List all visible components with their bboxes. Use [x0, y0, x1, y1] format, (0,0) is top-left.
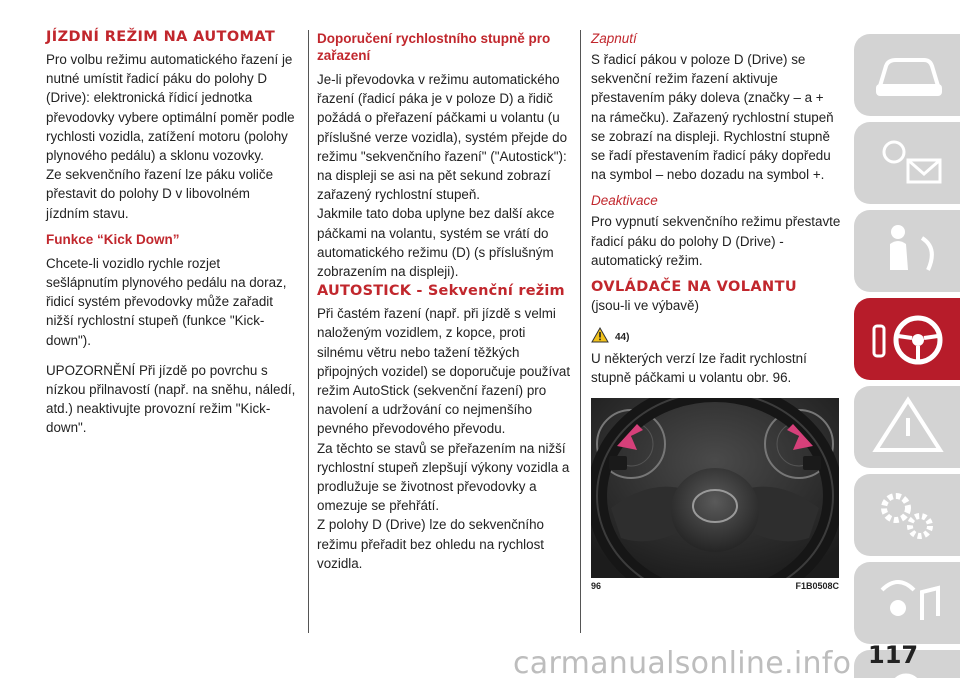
- steering-wheel-key-icon: [868, 306, 948, 370]
- tab-starting-driving[interactable]: [854, 298, 960, 380]
- kickdown-heading: Funkce “Kick Down”: [46, 231, 180, 247]
- column-divider-1: [308, 30, 309, 633]
- watermark: carmanualsonline.info: [513, 646, 852, 678]
- kickdown-paragraph: Chcete-li vozidlo rychle rozjet sešlápnutím plynového pedálu na doraz, řidicí systém převodovky může zařadit nižší rychlostní stupeň (funkce "Kick-down").: [46, 255, 287, 348]
- automatic-mode-heading: JÍZDNÍ REŽIM NA AUTOMAT: [46, 29, 276, 45]
- steering-wheel-figure: [591, 398, 839, 578]
- tab-multimedia[interactable]: [854, 562, 960, 644]
- enable-paragraph: S řadicí pákou v poloze D (Drive) se sekvenční režim řazení aktivuje přestavením páky doleva (značky – a + na rámečku). Zařazený rychlostní stupeň se zobrazí na displeji. Rychlostní stupně se řadí přestavením řadicí páky dopředu na symbol – nebo dozadu na symbol +.: [591, 52, 834, 183]
- warning-triangle-icon: [591, 327, 609, 343]
- warning-reference-number: 44): [615, 332, 630, 344]
- selector-paragraph: Ze sekvenčního řazení lze páku voliče přestavit do polohy D v libovolném jízdním stavu.: [46, 167, 274, 221]
- disable-paragraph: Pro vypnutí sekvenčního režimu přestavte řadicí páku do polohy D (Drive) - automatický režim.: [591, 214, 841, 268]
- maintenance-gears-icon: [868, 482, 948, 546]
- gear-recommendation-heading: Doporučení rychlostního stupně pro zařazení: [317, 31, 551, 63]
- kickdown-warning: UPOZORNĚNÍ Při jízdě po povrchu s nízkou přilnavostí (např. na sněhu, náledí, atd.) neaktivujte provozní režim "Kick-down".: [46, 362, 296, 436]
- disable-heading: Deaktivace: [591, 193, 658, 209]
- enable-heading: Zapnutí: [591, 31, 637, 46]
- figure-caption: [591, 581, 839, 591]
- steering-paragraph: U některých verzí lze řadit rychlostní stupně páčkami u volantu obr. 96.: [591, 351, 807, 386]
- tab-dashboard[interactable]: [854, 34, 960, 116]
- column-3: [591, 30, 841, 591]
- gear-recommendation-paragraph-2: Jakmile tato doba uplyne bez další akce páčkami na volantu, systém se vrátí do automatického režimu (D) (s příslušným zobrazením na displeji).: [317, 206, 555, 280]
- automatic-mode-paragraph: Pro volbu režimu automatického řazení je nutné umístit řadicí páku do polohy D (Drive): elektronická řídicí jednotka převodovky vybere optimální poměr podle rychlosti vozidla, zatížení motoru (polohy plynového pedálu) a sklonu vozovky.: [46, 52, 295, 164]
- chapter-tabs: [854, 34, 960, 678]
- page-number: 117: [868, 641, 919, 669]
- column-divider-2: [580, 30, 581, 633]
- gear-recommendation-paragraph: Je-li převodovka v režimu automatického řazení (řadicí páka je v poloze D) a řidič požádá o přeřazení páčkami u volantu (u příslušné verze vozidla), systém přejde do režimu "sekvenčního řazení" ("Autostick"): na displeji se asi na pět sekund zobrazí zařazený rychlostní stupeň.: [317, 72, 568, 203]
- autostick-paragraph: Při častém řazení (např. při jízdě s velmi naloženým vozidlem, z kopce, proti silnému větru nebo tažení těžkých připojných vozidel) se doporučuje používat režim AutoStick (sekvenční řazení) pro navolení a udržování co nejmenšího pevného převodového převodu.: [317, 306, 571, 437]
- autostick-heading: AUTOSTICK - Sekvenční režim: [317, 283, 565, 300]
- column-2: [317, 30, 573, 573]
- figure-number: 96: [591, 580, 602, 591]
- equipment-note: (jsou-li ve výbavě): [591, 298, 699, 314]
- figure-code: F1B0508C: [795, 580, 839, 591]
- steering-controls-heading: OVLÁDAČE NA VOLANTU: [591, 279, 798, 296]
- warning-lights-icon: [868, 130, 948, 194]
- tab-warning-lights[interactable]: [854, 122, 960, 204]
- emergency-triangle-icon: [868, 394, 948, 458]
- autostick-paragraph-2: Za těchto se stavů se přeřazením na nižší rychlostní stupeň zlepšují výkony vozidla a prodlužuje se životnost převodovky a omezuje se přehřátí.: [317, 440, 570, 514]
- tab-emergency[interactable]: [854, 386, 960, 468]
- multimedia-icon: [868, 570, 948, 634]
- autostick-paragraph-3: Z polohy D (Drive) lze do sekvenčního režimu přeřadit bez ohledu na rychlost vozidla.: [317, 517, 545, 571]
- steering-wheel-illustration: [591, 398, 839, 578]
- safety-seatbelt-icon: [868, 218, 948, 282]
- car-dashboard-icon: [868, 42, 948, 106]
- tab-maintenance[interactable]: [854, 474, 960, 556]
- warning-reference: [591, 321, 841, 343]
- column-1: [46, 30, 296, 438]
- tab-safety[interactable]: [854, 210, 960, 292]
